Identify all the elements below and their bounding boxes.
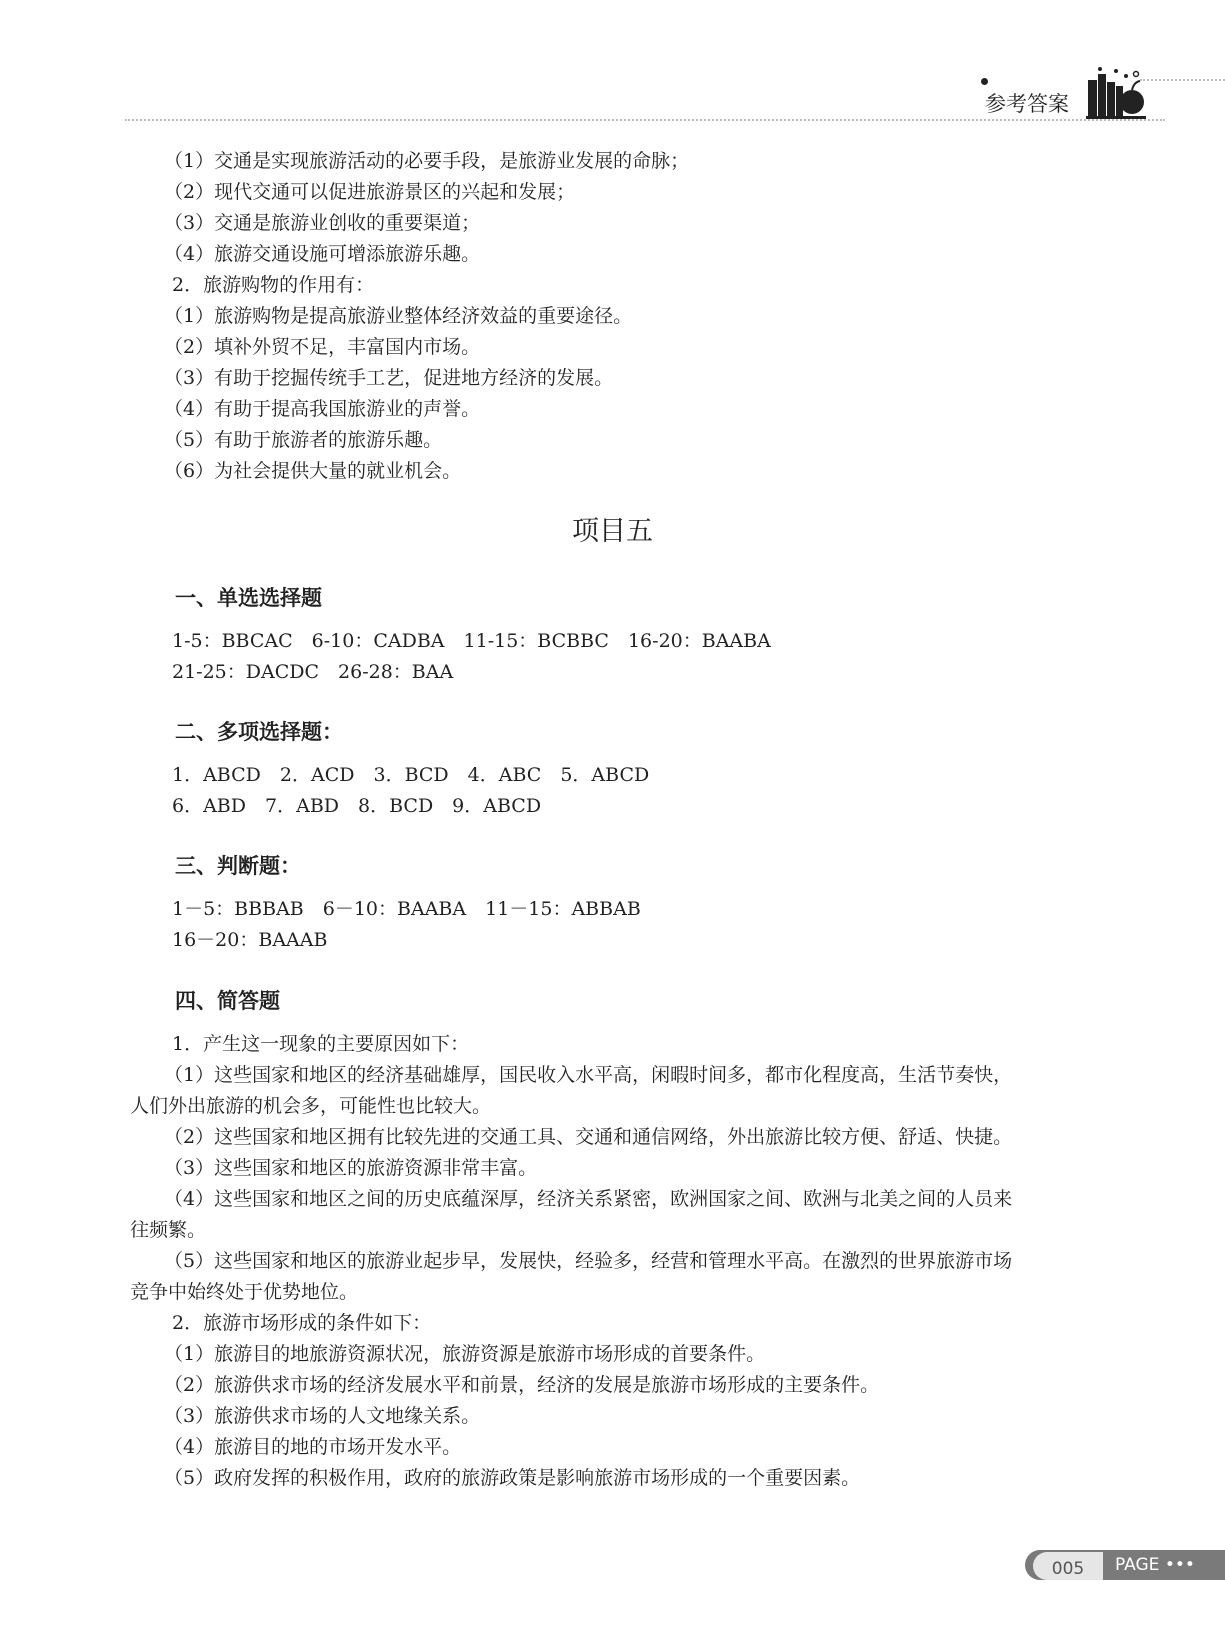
page-label: PAGE •••: [1115, 1555, 1195, 1575]
body-line: （5）政府发挥的积极作用，政府的旅游政策是影响旅游市场形成的一个重要因素。: [164, 1467, 861, 1489]
header-dot: [981, 78, 988, 85]
running-header-label: 参考答案: [985, 92, 1069, 116]
body-line: （2）填补外贸不足，丰富国内市场。: [164, 336, 481, 358]
body-line: （1）旅游购物是提高旅游业整体经济效益的重要途径。: [164, 305, 633, 327]
page-number: 005: [1033, 1552, 1103, 1580]
body-line: （1）交通是实现旅游活动的必要手段，是旅游业发展的命脉；: [164, 150, 690, 172]
page-title: 项目五: [572, 516, 653, 547]
body-line: 2．旅游购物的作用有：: [172, 274, 375, 296]
body-line: （3）旅游供求市场的人文地缘关系。: [164, 1405, 481, 1427]
answer-line: 16－20：BAAAB: [172, 929, 328, 951]
body-line: （4）旅游目的地的市场开发水平。: [164, 1436, 462, 1458]
body-line: 竞争中始终处于优势地位。: [130, 1281, 359, 1303]
body-line: 2．旅游市场形成的条件如下：: [172, 1312, 432, 1334]
body-line: （4）旅游交通设施可增添旅游乐趣。: [164, 243, 481, 265]
body-line: （6）为社会提供大量的就业机会。: [164, 460, 462, 482]
body-line: （5）这些国家和地区的旅游业起步早，发展快，经验多，经营和管理水平高。在激烈的世界旅游市场: [164, 1250, 1013, 1272]
body-line: （2）现代交通可以促进旅游景区的兴起和发展；: [164, 181, 576, 203]
section-heading-judge: 三、判断题：: [175, 854, 301, 878]
body-line: 人们外出旅游的机会多，可能性也比较大。: [130, 1095, 492, 1117]
section-heading-multi: 二、多项选择题：: [175, 720, 343, 744]
body-line: 往频繁。: [130, 1219, 207, 1241]
page-footer: [1015, 1540, 1225, 1580]
body-line: （2）这些国家和地区拥有比较先进的交通工具、交通和通信网络，外出旅游比较方便、舒适、快捷。: [164, 1126, 1013, 1148]
body-line: （2）旅游供求市场的经济发展水平和前景，经济的发展是旅游市场形成的主要条件。: [164, 1374, 880, 1396]
answer-line: 1．ABCD 2．ACD 3．BCD 4．ABC 5．ABCD: [172, 764, 650, 786]
answer-line: 1-5：BBCAC 6-10：CADBA 11-15：BCBBC 16-20：BAABA: [172, 630, 771, 652]
body-line: （3）这些国家和地区的旅游资源非常丰富。: [164, 1157, 538, 1179]
answer-line: 6．ABD 7．ABD 8．BCD 9．ABCD: [172, 795, 542, 817]
body-line: （4）有助于提高我国旅游业的声誉。: [164, 398, 481, 420]
body-line: （5）有助于旅游者的旅游乐趣。: [164, 429, 443, 451]
header-rule: [125, 119, 1165, 121]
answer-line: 1－5：BBBAB 6－10：BAABA 11－15：ABBAB: [172, 898, 641, 920]
answer-line: 21-25：DACDC 26-28：BAA: [172, 661, 454, 683]
books-apple-icon: [1086, 66, 1146, 122]
body-line: 1．产生这一现象的主要原因如下：: [172, 1033, 470, 1055]
section-heading-short: 四、简答题: [175, 989, 280, 1013]
body-line: （1）这些国家和地区的经济基础雄厚，国民收入水平高，闲暇时间多，都市化程度高，生活节奏快，: [164, 1064, 1013, 1086]
body-line: （3）交通是旅游业创收的重要渠道；: [164, 212, 481, 234]
body-line: （4）这些国家和地区之间的历史底蕴深厚，经济关系紧密，欧洲国家之间、欧洲与北美之间的人员来: [164, 1188, 1013, 1210]
section-heading-single: 一、单选选择题: [175, 586, 322, 610]
header-top-rule: [1140, 79, 1225, 81]
body-line: （3）有助于挖掘传统手工艺，促进地方经济的发展。: [164, 367, 614, 389]
body-line: （1）旅游目的地旅游资源状况，旅游资源是旅游市场形成的首要条件。: [164, 1343, 766, 1365]
